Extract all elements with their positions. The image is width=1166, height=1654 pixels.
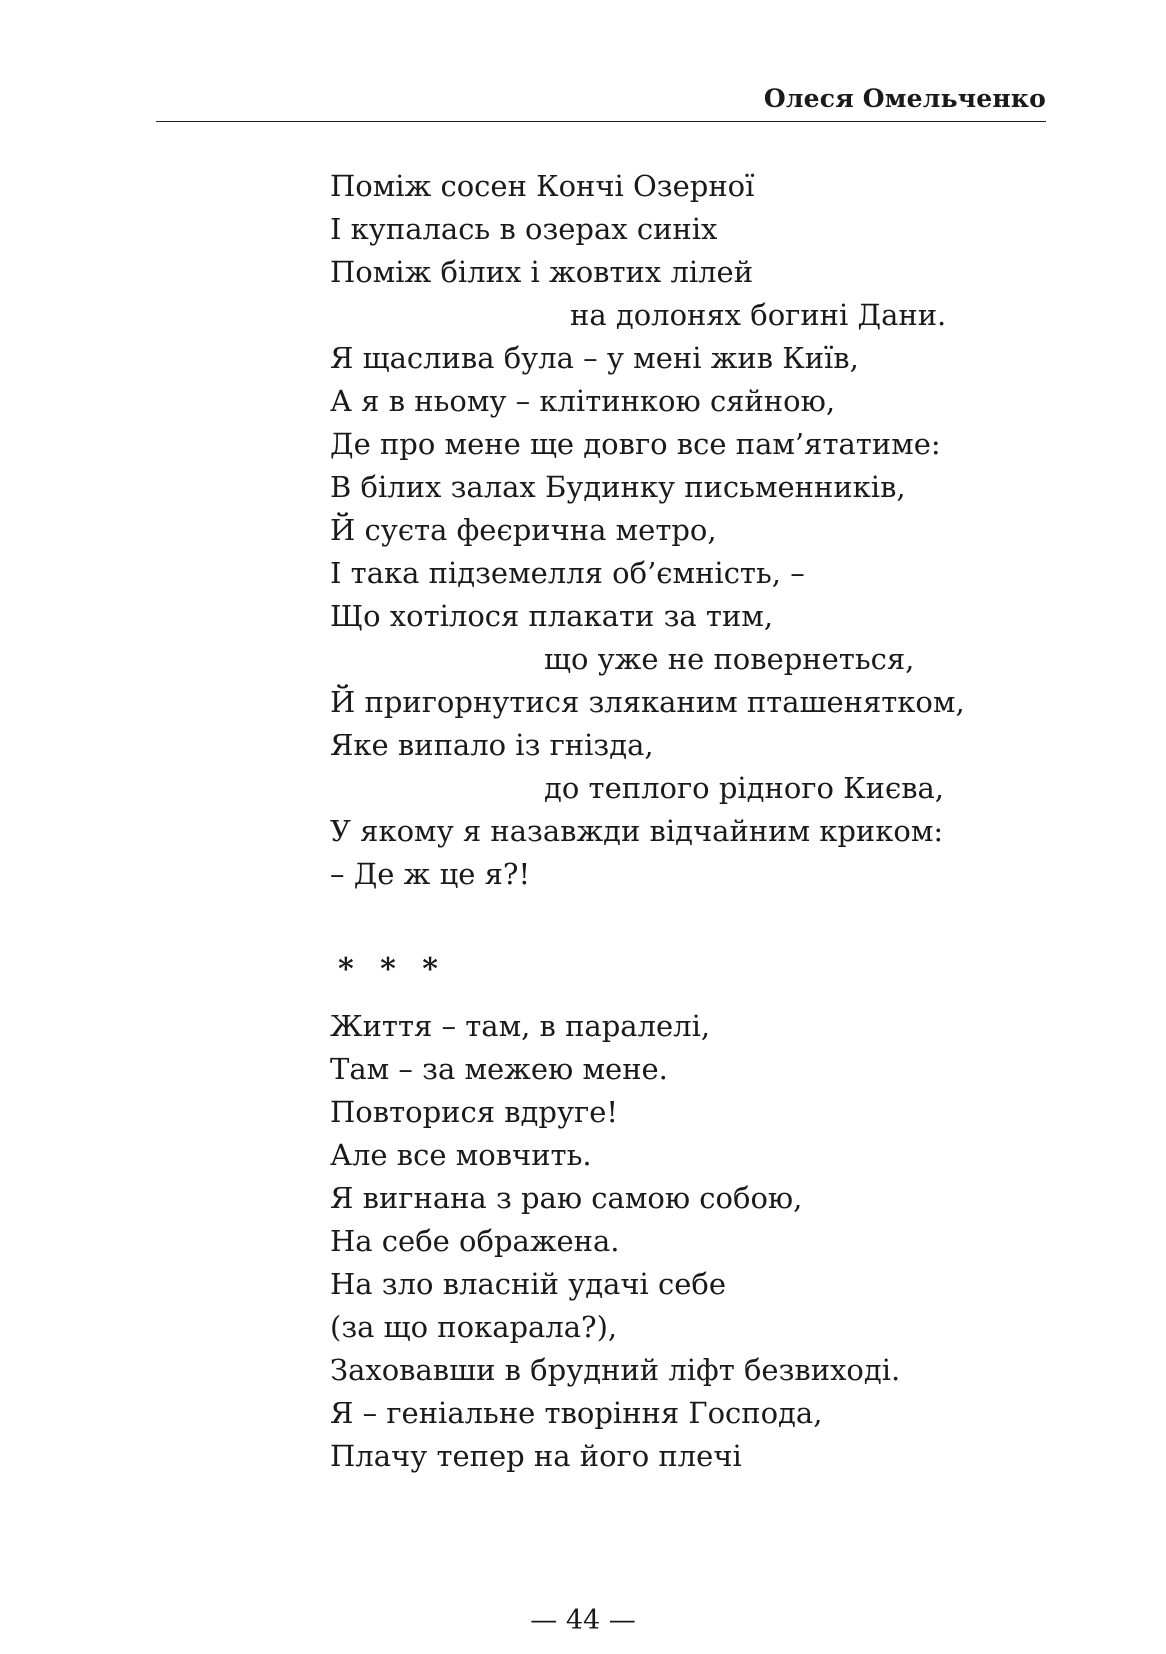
poem-line: А я в ньому – клітинкою сяйною,: [330, 384, 836, 418]
header-divider: [156, 121, 1046, 122]
poem-line-indented: що уже не повернеться,: [544, 642, 915, 676]
poem-line: Поміж білих і жовтих лілей: [330, 255, 754, 289]
poem-line: Яке випало із гнізда,: [330, 728, 654, 762]
poem-line: Поміж сосен Кончі Озерної: [330, 169, 755, 203]
poem-line: Що хотілося плакати за тим,: [330, 599, 774, 633]
poem-line-indented: до теплого рідного Києва,: [544, 771, 945, 805]
poem-line: Й пригорнутися зляканим пташенятком,: [330, 685, 965, 719]
poem-line: Повторися вдруге!: [330, 1095, 619, 1129]
poem-line: Заховавши в брудний ліфт безвиході.: [330, 1353, 901, 1387]
poem-line: Плачу тепер на його плечі: [330, 1439, 742, 1473]
section-separator: * * *: [338, 952, 446, 987]
poem-line: Я щаслива була – у мені жив Київ,: [330, 341, 859, 375]
poem-line: І купалась в озерах синіх: [330, 212, 718, 246]
page-number: — 44 —: [530, 1605, 636, 1636]
poem-line: Я вигнана з раю самою собою,: [330, 1181, 803, 1215]
poem-line: Там – за межею мене.: [330, 1052, 668, 1086]
poem-line-indented: на долонях богині Дани.: [570, 298, 947, 332]
poem-line: У якому я назавжди відчайним криком:: [330, 814, 944, 848]
poem-line: І така підземелля об’ємність, –: [330, 556, 805, 590]
poem-line: – Де ж це я?!: [330, 857, 531, 891]
poem-line: В білих залах Будинку письменників,: [330, 470, 906, 504]
poem-2: [330, 1005, 1030, 1478]
poem-line: Де про мене ще довго все пам’ятатиме:: [330, 427, 941, 461]
poem-line: Я – геніальне творіння Господа,: [330, 1396, 823, 1430]
poem-1: [330, 165, 1030, 896]
running-header-author: Олеся Омельченко: [763, 84, 1046, 113]
poem-line: Життя – там, в паралелі,: [330, 1009, 711, 1043]
poem-line: (за що покарала?),: [330, 1310, 618, 1344]
poem-line: Але все мовчить.: [330, 1138, 592, 1172]
poem-line: На себе ображена.: [330, 1224, 620, 1258]
poem-line: На зло власній удачі себе: [330, 1267, 727, 1301]
poem-line: Й суєта феєрична метро,: [330, 513, 717, 547]
